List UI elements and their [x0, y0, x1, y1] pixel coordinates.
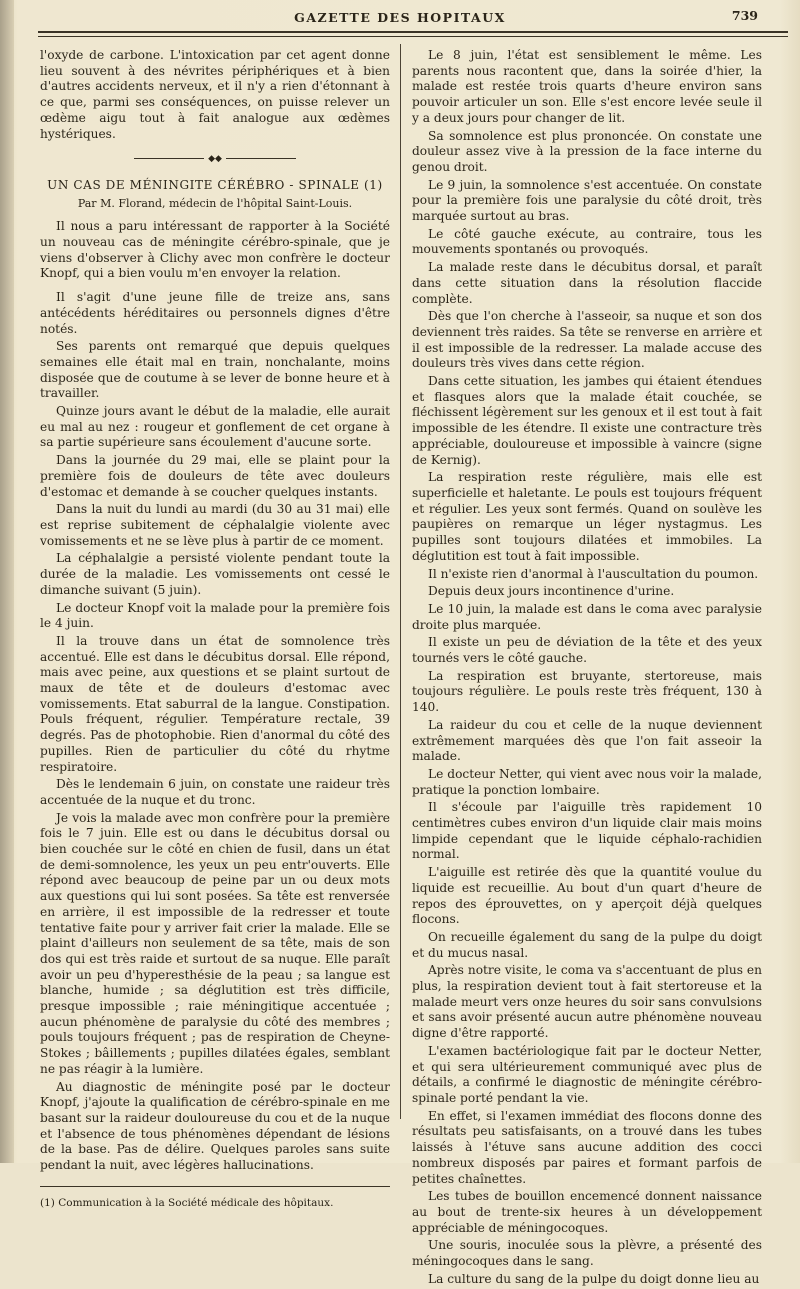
body-paragraph: Il existe un peu de déviation de la tête et des yeux tournés vers le côté gauche.	[412, 635, 762, 666]
body-paragraph: La respiration reste régulière, mais elle est superficielle et haletante. Le pouls est toujours fréquent et régulier. Les yeux sont fermés. Quand on soulève les paupières on remarque un léger nystagmus. Les pupilles sont toujours dilatées et immobiles. La déglutition est tout à fait impossible.	[412, 470, 762, 563]
footnote-rule	[40, 1186, 390, 1187]
body-paragraph: La respiration est bruyante, stertoreuse, mais toujours régulière. Le pouls reste très fréquent, 130 à 140.	[412, 668, 762, 715]
binding-edge	[0, 0, 14, 1163]
body-paragraph: La malade reste dans le décubitus dorsal, et paraît dans cette situation dans la résolution flaccide complète.	[412, 260, 762, 306]
body-paragraph: Dès que l'on cherche à l'asseoir, sa nuque et son dos deviennent très raides. Sa tête se renverse en arrière et il est impossible de la redresser. La malade accuse des douleurs très vives dans cette région.	[412, 309, 762, 371]
body-paragraph: L'aiguille est retirée dès que la quantité voulue du liquide est recueillie. Au bout d'un quart d'heure de repos des éprouvettes, on y aperçoit déjà quelques flocons.	[412, 865, 762, 927]
body-paragraph: Au diagnostic de méningite posé par le docteur Knopf, j'ajoute la qualification de cérébro-spinale en me basant sur la raideur douloureuse du cou et de la nuque et l'absence de tous phénomènes dépendant de lésions de la base. Pas de délire. Quelques paroles sans suite pendant la nuit, avec légères hallucinations.	[40, 1079, 390, 1173]
body-paragraph: Le 10 juin, la malade est dans le coma avec paralysie droite plus marquée.	[412, 601, 762, 632]
body-paragraph: Le 8 juin, l'état est sensiblement le même. Les parents nous racontent que, dans la soirée d'hier, la malade est restée trois quarts d'heure environ sans pouvoir articuler un son. Elle s'est encore levée seule il y a deux jours pour changer de lit.	[412, 48, 762, 125]
page-number: 739	[731, 8, 758, 23]
body-paragraph: Sa somnolence est plus prononcée. On constate une douleur assez vive à la pression de la face interne du genou droit.	[412, 128, 762, 174]
running-header: GAZETTE DES HOPITAUX	[294, 10, 506, 25]
body-paragraph: Les tubes de bouillon encemencé donnent naissance au bout de trente-six heures à un développement appréciable de méningocoques.	[412, 1189, 762, 1235]
body-paragraph: La raideur du cou et celle de la nuque deviennent extrêmement marquées dès que l'on fait asseoir la malade.	[412, 717, 762, 764]
body-paragraph: Ses parents ont remarqué que depuis quelques semaines elle était mal en train, nonchalante, moins disposée que de coutume à se lever de bonne heure et à travailler.	[40, 339, 390, 401]
section-ornament: ◆◆	[40, 150, 390, 168]
footnote: (1) Communication à la Société médicale des hôpitaux.	[40, 1196, 334, 1209]
body-paragraph: Il s'agit d'une jeune fille de treize ans, sans antécédents héréditaires ou personnels dignes d'être notés.	[40, 290, 390, 336]
intro-paragraph: l'oxyde de carbone. L'intoxication par cet agent donne lieu souvent à des névrites périphériques et à bien d'autres accidents nerveux, et il n'y a rien d'étonnant à ce que, parmi ses conséquences, on puisse relever un œdème aigu tout à fait analogue aux œdèmes hystériques.	[40, 48, 390, 141]
body-paragraph: Quinze jours avant le début de la maladie, elle aurait eu mal au nez : rougeur et gonflement de cet organe à sa partie supérieure sans écoulement d'aucune sorte.	[40, 404, 390, 450]
right-column	[412, 48, 762, 1289]
body-paragraph: Le 9 juin, la somnolence s'est accentuée. On constate pour la première fois une paralysie du côté droit, très marquée surtout au bras.	[412, 177, 762, 224]
article-byline: Par M. Florand, médecin de l'hôpital Saint-Louis.	[77, 196, 353, 210]
body-paragraph: L'examen bactériologique fait par le docteur Netter, et qui sera ultérieurement communiqué avec plus de détails, a confirmé le diagnostic de méningite cérébro-spinale porté pendant la vie.	[412, 1043, 762, 1105]
article-title: UN CAS DE MÉNINGITE CÉRÉBRO - SPINALE (1)	[47, 177, 383, 192]
body-paragraph: Depuis deux jours incontinence d'urine.	[428, 584, 675, 599]
body-paragraph: En effet, si l'examen immédiat des flocons donne des résultats peu satisfaisants, on a trouvé dans les tubes laissés à l'étuve sans aucune addition des cocci nombreux disposés par paires et formant parfois de petites chaînettes.	[412, 1108, 762, 1186]
header-rule-thin	[38, 36, 788, 37]
body-paragraph: Dans la nuit du lundi au mardi (du 30 au 31 mai) elle est reprise subitement de céphalalgie violente avec vomissements et ne se lève plus à partir de ce moment.	[40, 502, 390, 548]
body-paragraph: Après notre visite, le coma va s'accentuant de plus en plus, la respiration devient tout à fait stertoreuse et la malade meurt vers onze heures du soir sans convulsions et sans avoir présenté aucun autre phénomène nouveau digne d'être rapporté.	[412, 963, 762, 1041]
body-paragraph: Je vois la malade avec mon confrère pour la première fois le 7 juin. Elle est ou dans le décubitus dorsal ou bien couchée sur le côté en chien de fusil, dans un état de demi-somnolence, les yeux un peu entr'ouverts. Elle répond avec beaucoup de peine par un ou deux mots aux questions qui lui sont posées. Sa tête est renversée en arrière, il est impossible de la redresser et toute tentative faite pour y arriver fait crier la malade. Elle se plaint d'ailleurs non seulement de sa tête, mais de son dos qui est très raide et surtout de sa nuque. Elle paraît avoir un peu d'hyperesthésie de la peau ; sa langue est blanche, humide ; sa déglutition est très difficile, presque impossible ; raie méningitique accentuée ; aucun phénomène de paralysie du côté des membres ; pouls toujours fréquent ; pas de respiration de Cheyne-Stokes ; bâillements ; pupilles dilatées égales, semblant ne pas réagir à la lumière.	[40, 810, 390, 1076]
header-rule-thick	[38, 31, 788, 33]
column-divider	[400, 44, 401, 1119]
body-paragraph: Dans la journée du 29 mai, elle se plaint pour la première fois de douleurs de tête avec douleurs d'estomac et demande à se coucher quelques instants.	[40, 453, 390, 499]
body-paragraph: Le docteur Knopf voit la malade pour la première fois le 4 juin.	[40, 600, 390, 631]
body-paragraph: On recueille également du sang de la pulpe du doigt et du mucus nasal.	[412, 929, 762, 960]
body-paragraph: Il la trouve dans un état de somnolence très accentué. Elle est dans le décubitus dorsal. Elle répond, mais avec peine, aux questions et se plaint surtout de maux de tête et de douleurs d'estomac avec vomissements. Etat saburral de la langue. Constipation. Pouls fréquent, régulier. Température rectale, 39 degrés. Pas de photophobie. Rien d'anormal du côté des pupilles. Rien de particulier du côté du rhytme respiratoire.	[40, 633, 390, 774]
body-paragraph: Dans cette situation, les jambes qui étaient étendues et flasques alors que la malade était couchée, se fléchissent légèrement sur les genoux et il est tout à fait impossible de les étendre. Il existe une contracture très appréciable, douloureuse et impossible à vaincre (signe de Kernig).	[412, 374, 762, 467]
body-paragraph: Il s'écoule par l'aiguille très rapidement 10 centimètres cubes environ d'un liquide clair mais moins limpide cependant que le liquide céphalo-rachidien normal.	[412, 800, 762, 862]
body-paragraph: La céphalalgie a persisté violente pendant toute la durée de la maladie. Les vomissements ont cessé le dimanche suivant (5 juin).	[40, 551, 390, 597]
body-paragraph: Il nous a paru intéressant de rapporter à la Société un nouveau cas de méningite cérébro-spinale, que je viens d'observer à Clichy avec mon confrère le docteur Knopf, qui a bien voulu m'en envoyer la relation.	[40, 219, 390, 281]
body-paragraph: Le docteur Netter, qui vient avec nous voir la malade, pratique la ponction lombaire.	[412, 766, 762, 797]
body-paragraph: Il n'existe rien d'anormal à l'auscultation du poumon.	[428, 566, 759, 581]
body-paragraph: La culture du sang de la pulpe du doigt donne lieu au	[428, 1271, 760, 1286]
body-paragraph: Le côté gauche exécute, au contraire, tous les mouvements spontanés ou provoqués.	[412, 226, 762, 257]
body-paragraph: Dès le lendemain 6 juin, on constate une raideur très accentuée de la nuque et du tronc.	[40, 777, 390, 807]
body-paragraph: Une souris, inoculée sous la plèvre, a présenté des méningocoques dans le sang.	[412, 1238, 762, 1269]
left-column	[40, 48, 390, 1210]
